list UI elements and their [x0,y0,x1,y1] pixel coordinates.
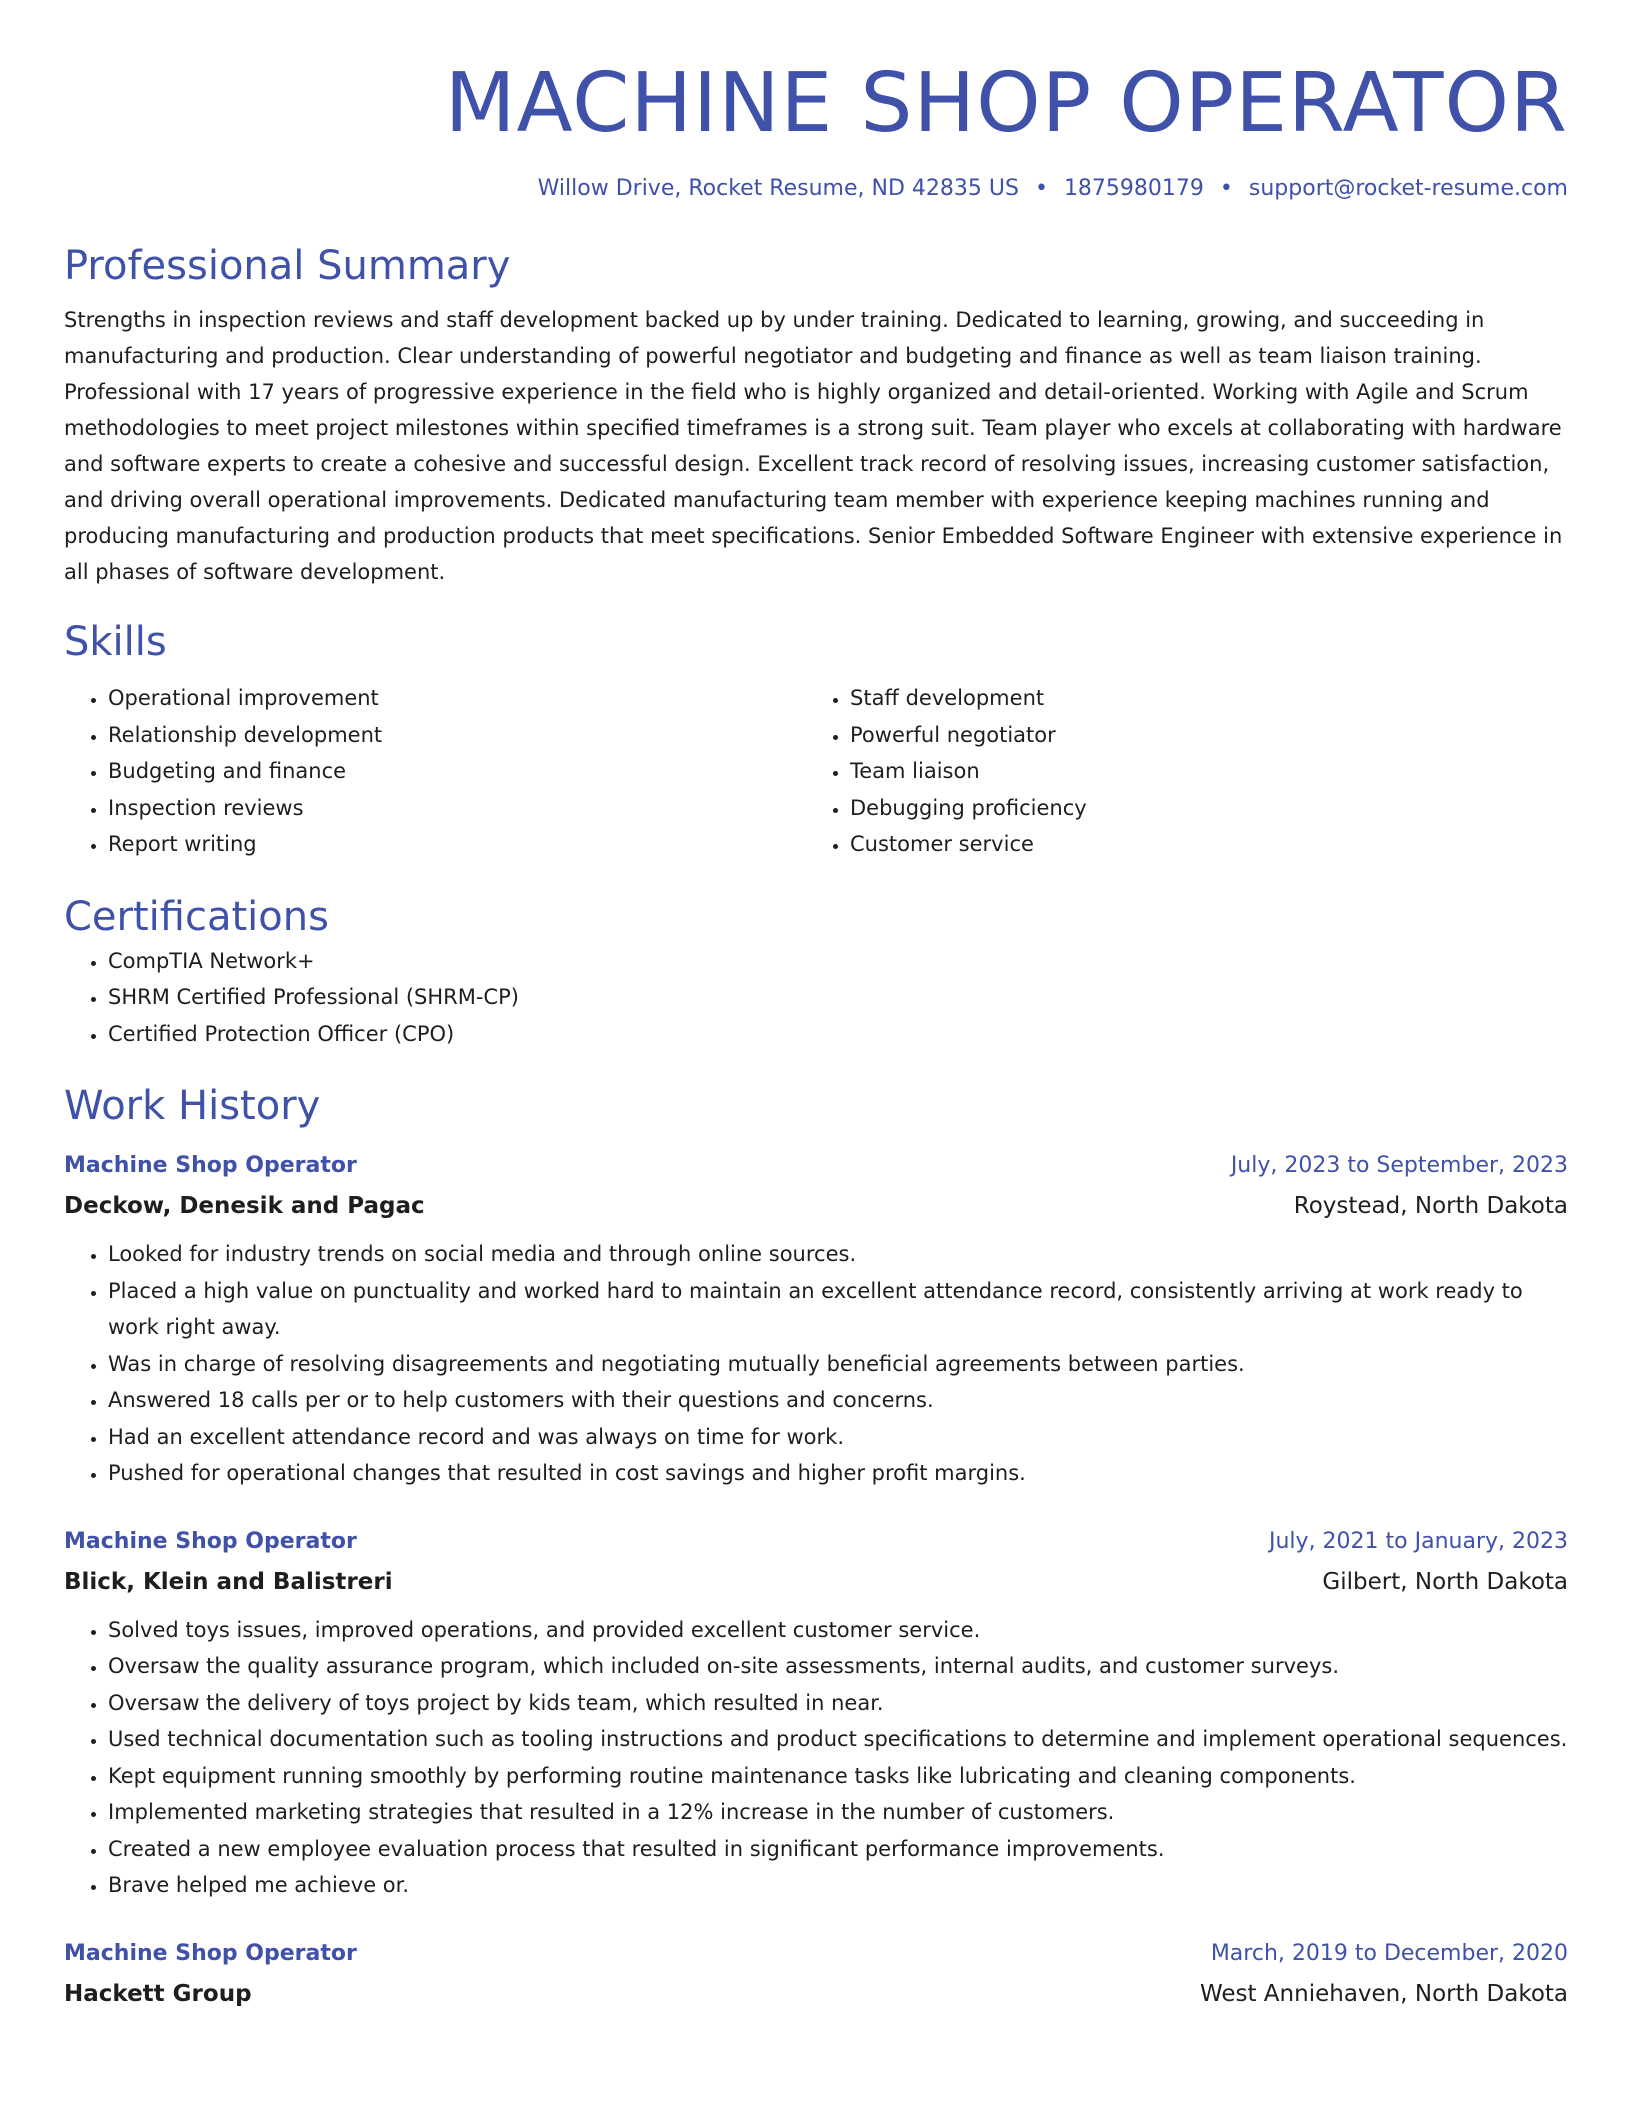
contact-separator: • [1034,176,1048,201]
job-dates: July, 2021 to January, 2023 [1269,1528,1568,1554]
job-bullet: • Created a new employee evaluation process that resulted in significant performance improvements. [108,1831,1568,1868]
job-entry [64,1146,1568,1492]
job-bullet: • Was in charge of resolving disagreements and negotiating mutually beneficial agreements between parties. [108,1346,1568,1383]
job-company-row [64,1562,1568,1602]
job-title-row [64,1934,1568,1974]
contact-address: Willow Drive, Rocket Resume, ND 42835 US [537,176,1019,201]
skill-item: • Customer service [850,826,1548,863]
job-bullet: • Pushed for operational changes that resulted in cost savings and higher profit margins. [108,1455,1568,1492]
job-company-row [64,1974,1568,2014]
contact-line [64,172,1568,206]
resume-page [64,0,1568,2014]
certification-item: • Certified Protection Officer (CPO) [108,1016,1568,1053]
skill-item: • Inspection reviews [108,790,806,827]
work-history-heading: Work History [64,1083,321,1129]
job-company: Blick, Klein and Balistreri [64,1568,393,1595]
skill-item: • Powerful negotiator [850,717,1548,754]
job-entry [64,1934,1568,2014]
job-title: Machine Shop Operator [64,1940,357,1966]
job-dates: March, 2019 to December, 2020 [1210,1940,1568,1966]
job-dates: July, 2023 to September, 2023 [1230,1153,1568,1178]
certification-item: • CompTIA Network+ [108,943,1568,980]
certifications-heading: Certifications [64,893,329,940]
job-title: Machine Shop Operator [64,1153,357,1178]
candidate-name: MACHINE SHOP OPERATOR [444,56,1568,151]
certification-item: • SHRM Certified Professional (SHRM-CP) [108,979,1568,1016]
job-bullet: • Implemented marketing strategies that resulted in a 12% increase in the number of customers. [108,1794,1568,1831]
job-location: Gilbert, North Dakota [1322,1568,1568,1595]
job-location: Roystead, North Dakota [1293,1193,1568,1219]
skills-list-right [806,680,1548,863]
job-bullet: • Used technical documentation such as tooling instructions and product specifications to determine and implement operational sequences. [108,1721,1568,1758]
job-bullet: • Oversaw the delivery of toys project by kids team, which resulted in near. [108,1685,1568,1722]
skills-heading: Skills [64,619,167,665]
job-title: Machine Shop Operator [64,1528,357,1554]
summary-heading: Professional Summary [64,243,511,289]
job-title-row [64,1146,1568,1186]
contact-phone: 1875980179 [1063,176,1204,201]
skill-item: • Staff development [850,680,1548,717]
skill-item: • Debugging proficiency [850,790,1548,827]
job-bullets [64,1236,1568,1492]
contact-email[interactable]: support@rocket-resume.com [1248,176,1568,201]
job-bullet: • Kept equipment running smoothly by performing routine maintenance tasks like lubricating and cleaning components. [108,1758,1568,1795]
skill-item: • Relationship development [108,717,806,754]
job-bullet: • Had an excellent attendance record and was always on time for work. [108,1419,1568,1456]
job-bullet: • Placed a high value on punctuality and worked hard to maintain an excellent attendance record, consistently arriving at work ready to work right away. [108,1273,1568,1346]
job-company: Hackett Group [64,1980,252,2007]
skills-columns [64,680,1568,863]
skills-list-left [64,680,806,863]
job-bullet: • Looked for industry trends on social media and through online sources. [108,1236,1568,1273]
job-location: West Anniehaven, North Dakota [1199,1980,1568,2007]
job-bullet: • Brave helped me achieve or. [108,1867,1568,1904]
contact-separator: • [1219,176,1233,201]
certifications-list [64,943,1568,1053]
skill-item: • Budgeting and finance [108,753,806,790]
job-bullets [64,1612,1568,1904]
skill-item: • Report writing [108,826,806,863]
job-company-row [64,1186,1568,1226]
job-title-row [64,1522,1568,1562]
skill-item: • Operational improvement [108,680,806,717]
job-entry [64,1522,1568,1904]
job-bullet: • Solved toys issues, improved operations, and provided excellent customer service. [108,1612,1568,1649]
skill-item: • Team liaison [850,753,1548,790]
job-bullet: • Answered 18 calls per or to help customers with their questions and concerns. [108,1382,1568,1419]
job-company: Deckow, Denesik and Pagac [64,1193,425,1219]
summary-text: Strengths in inspection reviews and staff development backed up by under training. Dedicated to learning, growing, and succeeding in manufacturing and production. Clear understanding of powerful negotiator and budgeting and finance as well as team liaison training. Professional with 17 years of progressive experience in the field who is highly organized and detail-oriented. Working with Agile and Scrum methodologies to meet project milestones within specified timeframes is a strong suit. Team player who excels at collaborating with hardware and software experts to create a cohesive and successful design. Excellent track record of resolving issues, increasing customer satisfaction, and driving overall operational improvements. Dedicated manufacturing team member with experience keeping machines running and producing manufacturing and production products that meet specifications. Senior Embedded Software Engineer with extensive experience in all phases of software development. [64,308,1563,584]
job-bullet: • Oversaw the quality assurance program, which included on-site assessments, internal audits, and customer surveys. [108,1648,1568,1685]
